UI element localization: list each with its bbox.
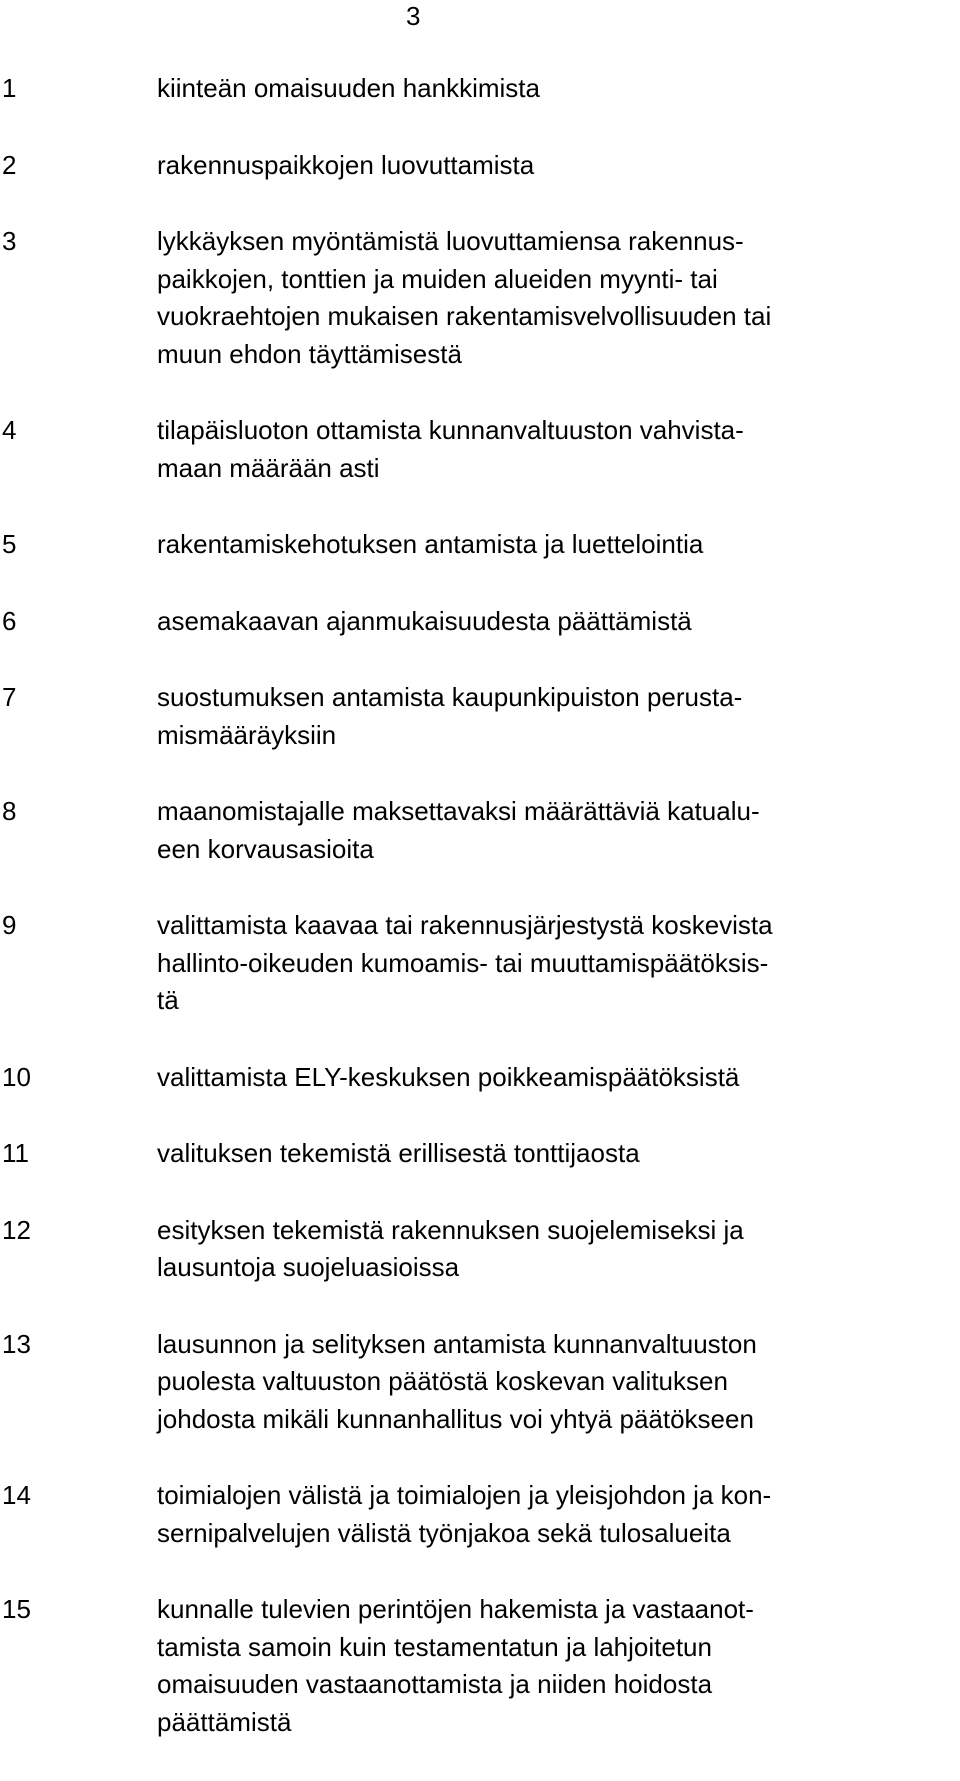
item-text-line: kiinteän omaisuuden hankkimista	[157, 73, 540, 103]
item-text	[157, 679, 960, 754]
item-text	[157, 793, 960, 868]
item-text	[157, 526, 960, 564]
item-text	[157, 70, 960, 108]
item-text-line: sernipalvelujen välistä työnjakoa sekä tulosalueita	[157, 1517, 731, 1548]
item-number: 4	[2, 415, 17, 445]
list-item	[0, 1059, 960, 1097]
item-number: 12	[2, 1214, 31, 1245]
item-text-line: hallinto-oikeuden kumoamis- tai muuttamispäätöksis-	[157, 947, 769, 978]
list-item	[0, 793, 960, 868]
list-item	[0, 223, 960, 373]
item-text-line: paikkojen, tonttien ja muiden alueiden myynti- tai	[157, 263, 718, 294]
list-item	[0, 1477, 960, 1552]
item-text	[157, 1059, 960, 1097]
item-number: 2	[2, 149, 17, 180]
list-item	[0, 147, 960, 185]
item-text	[157, 907, 960, 1020]
item-text-line: valituksen tekemistä erillisestä tonttijaosta	[157, 1138, 640, 1168]
item-text-line: lausuntoja suojeluasioissa	[157, 1252, 460, 1282]
item-text-line: rakentamiskehotuksen antamista ja luettelointia	[157, 529, 704, 559]
list-item	[0, 412, 960, 487]
item-text-line: mismääräyksiin	[157, 719, 337, 750]
item-text-line: päättämistä	[157, 1706, 292, 1737]
item-text-line: vuokraehtojen mukaisen rakentamisvelvollisuuden tai	[157, 301, 772, 331]
list-item	[0, 1591, 960, 1741]
list-item	[0, 1135, 960, 1173]
item-text-line: valittamista ELY-keskuksen poikkeamispäätöksistä	[157, 1061, 740, 1092]
list-item	[0, 1326, 960, 1439]
item-text	[157, 1326, 960, 1439]
item-number: 6	[2, 605, 17, 636]
item-text-line: esityksen tekemistä rakennuksen suojelemiseksi ja	[157, 1214, 744, 1245]
item-text-line: tä	[157, 985, 179, 1015]
list-item	[0, 1212, 960, 1287]
item-number: 3	[2, 226, 17, 256]
list-item	[0, 679, 960, 754]
item-text-line: omaisuuden vastaanottamista ja niiden hoidosta	[157, 1669, 713, 1699]
item-text-line: suostumuksen antamista kaupunkipuiston perusta-	[157, 682, 743, 712]
item-text	[157, 1591, 960, 1741]
item-text	[157, 412, 960, 487]
list-item	[0, 907, 960, 1020]
item-text-line: maanomistajalle maksettavaksi määrättäviä katualu-	[157, 796, 760, 826]
item-text-line: asemakaavan ajanmukaisuudesta päättämistä	[157, 605, 692, 636]
item-text-line: tamista samoin kuin testamentatun ja lahjoitetun	[157, 1631, 712, 1662]
item-text-line: tilapäisluoton ottamista kunnanvaltuuston vahvista-	[157, 415, 744, 445]
item-text	[157, 1135, 960, 1173]
item-number: 11	[2, 1138, 29, 1168]
item-text-line: een korvausasioita	[157, 833, 374, 864]
item-number: 14	[2, 1480, 31, 1510]
item-number: 9	[2, 910, 17, 940]
item-number: 8	[2, 796, 17, 826]
item-text-line: maan määrään asti	[157, 452, 380, 483]
item-text-line: puolesta valtuuston päätöstä koskevan valituksen	[157, 1366, 728, 1396]
item-text-line: johdosta mikäli kunnanhallitus voi yhtyä päätökseen	[157, 1403, 754, 1434]
list-item	[0, 526, 960, 564]
numbered-list	[0, 70, 960, 1780]
item-text	[157, 223, 960, 373]
page-number: 3	[406, 1, 421, 31]
item-text-line: muun ehdon täyttämisestä	[157, 338, 462, 369]
item-number: 15	[2, 1594, 31, 1624]
item-number: 13	[2, 1328, 31, 1359]
item-number: 5	[2, 529, 17, 559]
item-text-line: toimialojen välistä ja toimialojen ja yleisjohdon ja kon-	[157, 1480, 772, 1510]
item-text	[157, 1477, 960, 1552]
item-text-line: kunnalle tulevien perintöjen hakemista ja vastaanot-	[157, 1594, 754, 1624]
item-text	[157, 147, 960, 185]
item-text-line: lykkäyksen myöntämistä luovuttamiensa rakennus-	[157, 226, 744, 256]
item-text	[157, 603, 960, 641]
item-number: 10	[2, 1061, 31, 1092]
item-text	[157, 1212, 960, 1287]
item-number: 7	[2, 682, 17, 712]
item-text-line: lausunnon ja selityksen antamista kunnanvaltuuston	[157, 1328, 757, 1359]
list-item	[0, 603, 960, 641]
item-text-line: valittamista kaavaa tai rakennusjärjestystä koskevista	[157, 910, 773, 940]
list-item	[0, 70, 960, 108]
item-text-line: rakennuspaikkojen luovuttamista	[157, 149, 535, 180]
item-number: 1	[2, 73, 17, 103]
